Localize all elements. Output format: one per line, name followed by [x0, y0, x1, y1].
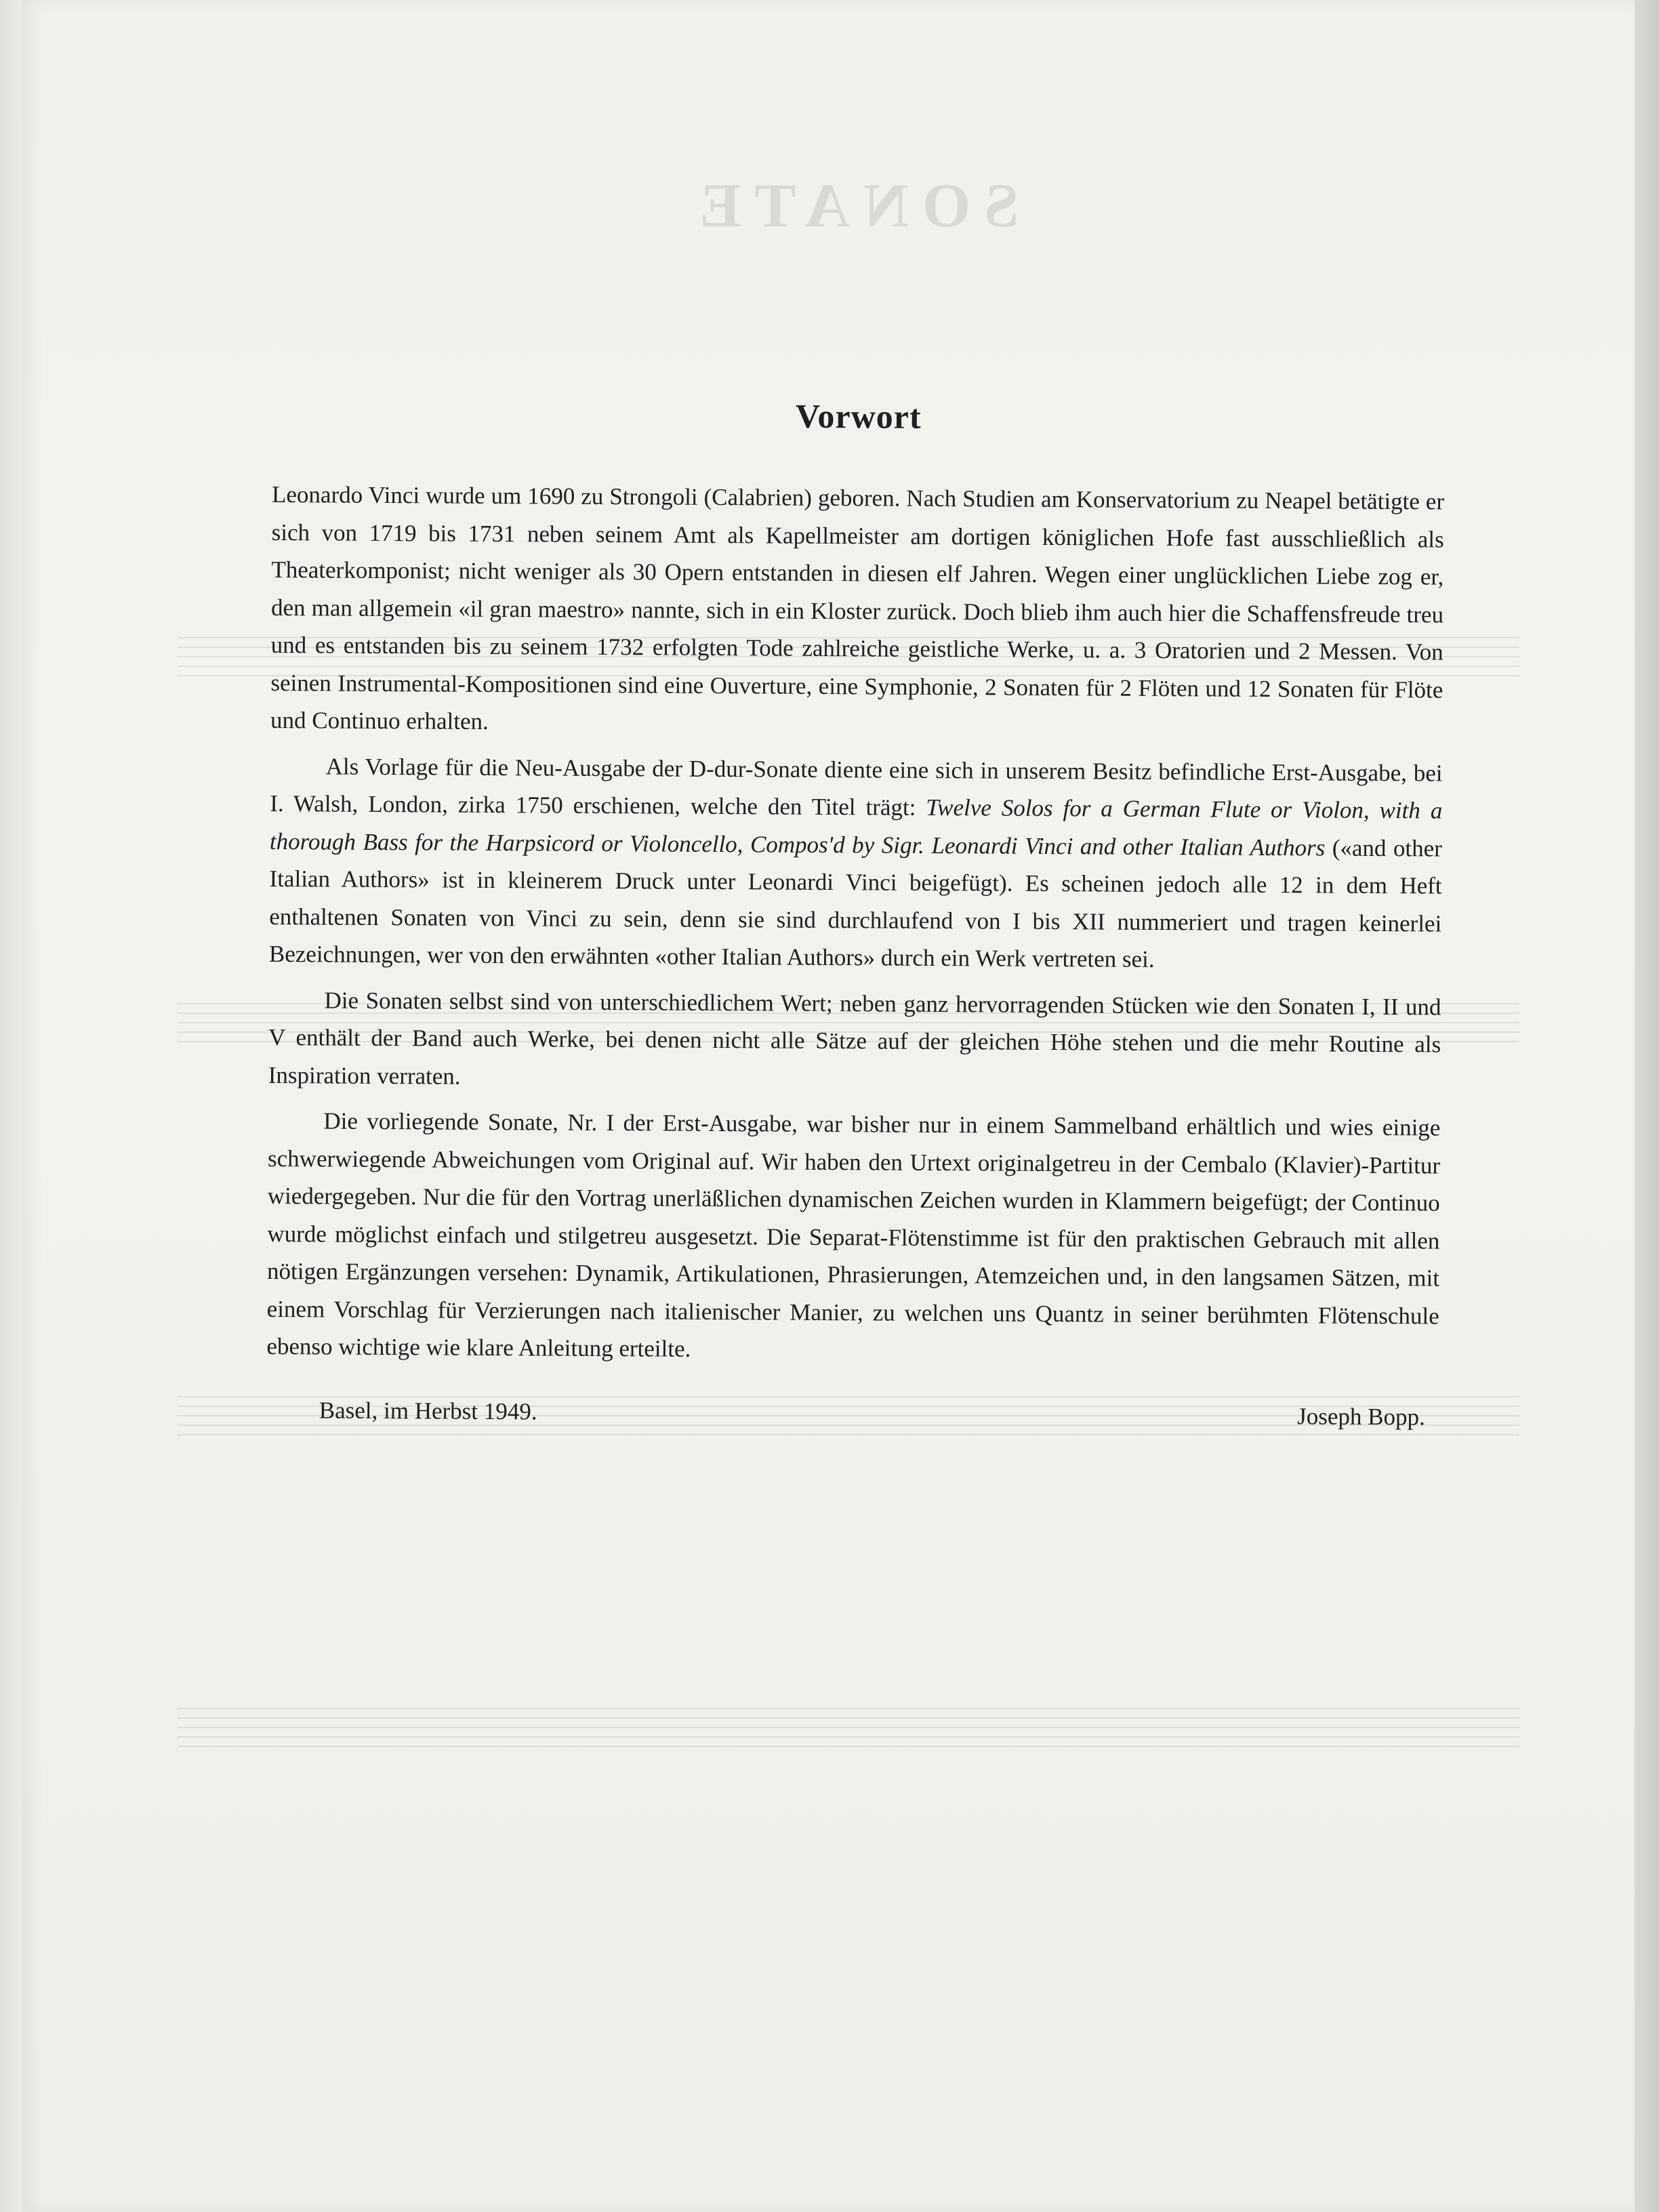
paragraph-2-book-title: Twelve Solos for a German Flute or Violon, with a thorough Bass for the Harpsicord or Violoncello, Compos'd by Sigr. Leonardi Vinci and other Italian Authors — [269, 794, 1443, 861]
bleed-through-music-title: SONATE — [686, 171, 1019, 240]
paragraph-4-text: Die vorliegende Sonate, Nr. I der Erst-Ausgabe, war bisher nur in einem Sammelband erhältlich und wies einige schwerwiegende Abweichungen vom Original auf. Wir haben den Urtext originalgetreu in der Cembalo (Klavier)-Partitur wiedergegeben. Nur die für den Vortrag unerläßlichen dynamischen Zeichen wurden in Klammern beigefügt; der Continuo wurde möglichst einfach und stilgetreu ausgesetzt. Die Separat-Flötenstimme ist für den praktischen Gebrauch mit allen nötigen Ergänzungen versehen: Dynamik, Artikulationen, Phrasierungen, Atemzeichen und, in den langsamen Sätzen, mit einem Vorschlag für Verzierungen nach italienischer Manier, zu welchen uns Quantz in seiner berühmten Flötenschule ebenso wichtige wie klare Anleitung erteilte. — [266, 1107, 1441, 1362]
place-date: Basel, im Herbst 1949. — [319, 1396, 537, 1425]
paragraph-1-text: Leonardo Vinci wurde um 1690 zu Strongoli (Calabrien) geboren. Nach Studien am Konservatorium zu Neapel betätigte er sich von 1719 bis 1731 neben seinem Amt als Kapellmeister am dortigen königlichen Hofe fast ausschließlich als Theaterkomponist; nicht weniger als 30 Opern entstanden in diesen elf Jahren. Wegen einer unglücklichen Liebe zog er, den man allgemein «il gran maestro» nannte, sich in ein Kloster zurück. Doch blieb ihm auch hier die Schaffensfreude treu und es entstanden bis zu seinem 1732 erfolgten Tode zahlreiche geistliche Werke, u. a. 3 Oratorien und 2 Messen. Von seinen Instrumental-Kompositionen sind eine Ouverture, eine Symphonie, 2 Sonaten für 2 Flöten und 12 Sonaten für Flöte und Continuo erhalten. — [270, 480, 1445, 735]
preface-content — [266, 393, 1445, 1431]
next-page-edge — [1635, 0, 1659, 2212]
paragraph-1 — [270, 476, 1444, 746]
paragraph-3-text: Die Sonaten selbst sind von unterschiedlichem Wert; neben ganz hervorragenden Stücken wie den Sonaten I, II und V enthält der Band auch Werke, bei denen nicht alle Sätze auf der gleichen Höhe stehen und die mehr Routine als Inspiration verraten. — [268, 986, 1441, 1090]
paragraph-3 — [268, 981, 1441, 1101]
author-signature: Joseph Bopp. — [1297, 1402, 1425, 1430]
paragraph-4 — [266, 1102, 1440, 1372]
page-title: Vorwort — [795, 396, 922, 436]
paragraph-2-text-a: Als Vorlage für die Neu-Ausgabe der D-dur-Sonate diente eine sich in unserem Besitz befindliche Erst-Ausgabe, bei I. Walsh, London, zirka 1750 erschienen, welche den Titel trägt: — [270, 752, 1443, 821]
paragraph-2-text-b: («and other Italian Authors» ist in kleinerem Druck unter Leonardi Vinci beigefügt). Es scheinen jedoch alle 12 in dem Heft enthaltenen Sonaten von Vinci zu sein, denn sie sind durchlaufend von I bis XII nummeriert und tragen keinerlei Bezeichnungen, wer von den erwähnten «other Italian Authors» durch ein Werk vertreten sei. — [268, 834, 1443, 972]
paragraph-2 — [269, 747, 1443, 980]
bleed-through-staff — [178, 1708, 1519, 1748]
paper-sheet — [22, 0, 1635, 2212]
